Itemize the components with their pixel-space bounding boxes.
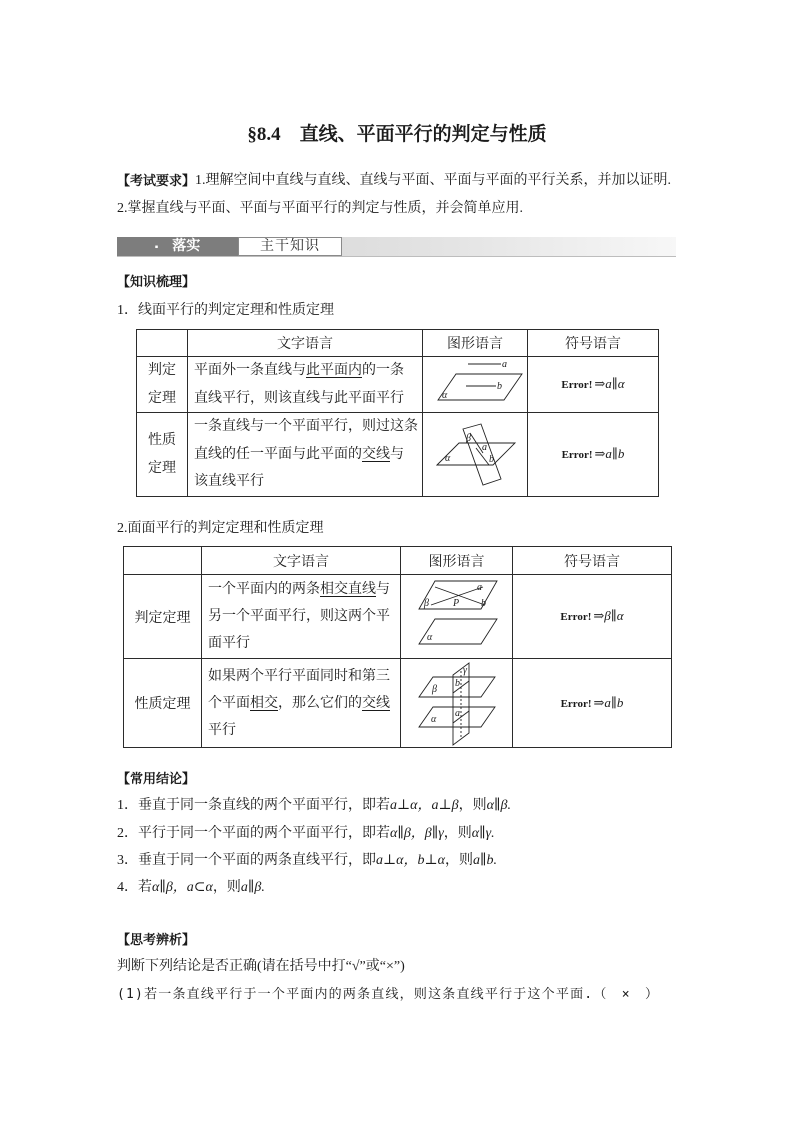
conclusions-heading: 【常用结论】 <box>117 771 196 786</box>
text-segment: 该直线平行 <box>194 474 264 490</box>
section-1-title: 1．线面平行的判定定理和性质定理 <box>117 303 334 318</box>
conclusion-math: α∥β，a⊂α <box>152 880 213 895</box>
label-a: a <box>477 582 482 593</box>
row-label-line: 性质 <box>148 433 176 448</box>
conclusion-text: 3．垂直于同一个平面的两条直线平行，即 <box>117 853 376 868</box>
row-label-line: 定理 <box>148 460 176 476</box>
requirements-label: 【考试要求】 <box>117 173 196 188</box>
text-language-cell <box>202 575 401 659</box>
text-segment: ，那么它们的 <box>278 695 362 711</box>
square-bullet-icon: ▪ <box>154 242 159 253</box>
judgement-answer: （ × ） <box>593 987 660 1002</box>
label-a: a <box>482 442 487 453</box>
label-a: a <box>455 708 460 719</box>
text-segment: 与 <box>390 446 404 462</box>
label-alpha: α <box>442 390 448 401</box>
conclusion-text: ，则 <box>443 826 472 841</box>
text-line <box>208 630 400 657</box>
row-label-line: 定理 <box>148 390 176 406</box>
underlined-keyword: 此平面内 <box>306 363 362 378</box>
text-language-cell <box>188 413 423 497</box>
conclusion-math: α∥β. <box>486 798 511 813</box>
text-line <box>194 441 422 469</box>
error-text: Error! <box>561 449 593 461</box>
plane-plane-table <box>123 546 672 748</box>
row-label-line: 判定 <box>148 363 176 378</box>
text-line <box>194 385 422 413</box>
text-segment: 平面外一条直线与 <box>194 363 306 378</box>
symbol-expression: ⇒a∥b <box>594 446 625 461</box>
section-banner <box>117 237 676 257</box>
row-label <box>137 357 188 413</box>
text-segment: 直线平行，则该直线与此平面平行 <box>194 390 404 406</box>
requirement-item-2: 2.掌握直线与平面、平面与平面平行的判定与性质，并会简单应用. <box>117 201 523 216</box>
conclusion-math: a⊥α，b⊥α <box>376 853 446 868</box>
text-language-cell <box>188 357 423 413</box>
text-segment: 与 <box>376 582 390 597</box>
header-symbol-language: 符号语言 <box>528 330 659 357</box>
symbol-expression: ⇒β∥α <box>593 608 624 623</box>
text-segment: 一个平面内的两条 <box>208 582 320 597</box>
text-line <box>208 576 400 603</box>
text-line <box>194 357 422 385</box>
judgement-text: (1)若一条直线平行于一个平面内的两条直线，则这条直线平行于这个平面. <box>117 987 594 1002</box>
conclusion-math: a∥b. <box>473 853 497 868</box>
table-row <box>137 357 659 413</box>
plane-alpha <box>438 374 522 400</box>
conclusion-item <box>117 824 495 844</box>
label-beta: β <box>466 433 471 444</box>
label-b: b <box>497 381 502 392</box>
requirement-item-1: 1.理解空间中直线与直线、直线与平面、平面与平面的平行关系，并加以证明. <box>195 173 671 188</box>
table-header-row <box>137 330 659 357</box>
error-text: Error! <box>560 611 592 623</box>
symbol-language-cell <box>528 413 659 497</box>
symbol-language-cell <box>513 575 672 659</box>
text-line <box>208 663 400 690</box>
underlined-keyword: 交线 <box>362 695 390 711</box>
error-text: Error! <box>560 697 592 710</box>
text-segment: 平行 <box>208 722 236 738</box>
underlined-keyword: 相交直线 <box>320 582 376 597</box>
intersecting-planes-figure <box>423 413 528 496</box>
row-label: 性质定理 <box>124 659 202 748</box>
figure-cell <box>401 575 513 659</box>
conclusion-text: ，则 <box>445 853 474 868</box>
banner-title: 主干知识 <box>238 237 342 256</box>
underlined-keyword: 交线 <box>362 446 390 462</box>
text-segment: 直线的任一平面与此平面的 <box>194 446 362 462</box>
figure-cell <box>401 659 513 748</box>
header-text-language: 文字语言 <box>202 547 401 575</box>
text-line <box>194 468 422 496</box>
symbol-language-cell <box>528 357 659 413</box>
text-language-cell <box>202 659 401 748</box>
conclusion-item <box>117 796 511 816</box>
table-row <box>124 659 672 748</box>
figure-cell <box>423 357 528 413</box>
text-line <box>208 717 400 744</box>
row-label <box>137 413 188 497</box>
section-2-title: 2.面面平行的判定定理和性质定理 <box>117 521 324 536</box>
label-b: b <box>489 454 494 465</box>
table-row <box>124 575 672 659</box>
text-segment: 面平行 <box>208 636 250 651</box>
parallel-planes-criterion-figure <box>401 575 513 658</box>
conclusion-math: a∥β. <box>240 880 265 895</box>
label-alpha: α <box>445 453 451 464</box>
text-segment: 的一条 <box>362 363 404 378</box>
parallel-planes-property-figure <box>401 659 513 747</box>
symbol-expression: ⇒a∥b <box>593 694 624 710</box>
label-gamma: γ <box>463 665 467 676</box>
label-beta: β <box>432 684 437 695</box>
table-row <box>137 413 659 497</box>
line-parallel-plane-figure <box>423 357 528 412</box>
header-figure-language: 图形语言 <box>401 547 513 575</box>
conclusion-math: α∥γ. <box>471 826 495 841</box>
label-p: P <box>453 598 460 609</box>
label-b: b <box>481 598 486 609</box>
conclusion-text: ，则 <box>458 798 487 813</box>
label-alpha: α <box>427 632 433 643</box>
row-label: 判定定理 <box>124 575 202 659</box>
conclusion-text: ，则 <box>212 880 241 895</box>
text-segment: 另一个平面平行，则这两个平 <box>208 609 390 624</box>
conclusion-math: a⊥α，a⊥β <box>390 798 459 813</box>
conclusion-item <box>117 878 265 898</box>
text-line <box>194 413 422 441</box>
discussion-instruction: 判断下列结论是否正确(请在括号中打“√”或“×”) <box>117 959 405 974</box>
header-figure-language: 图形语言 <box>423 330 528 357</box>
text-segment: 一条直线与一个平面平行，则过这条 <box>194 419 418 435</box>
figure-cell <box>423 413 528 497</box>
conclusion-text: 4．若 <box>117 880 152 895</box>
text-segment: 个平面 <box>208 695 250 711</box>
label-a: a <box>502 359 507 370</box>
knowledge-heading: 【知识梳理】 <box>117 274 196 289</box>
header-symbol-language: 符号语言 <box>513 547 672 575</box>
label-beta: β <box>424 598 429 609</box>
header-text-language: 文字语言 <box>188 330 423 357</box>
line-plane-table <box>136 329 659 497</box>
conclusion-item <box>117 851 497 871</box>
label-alpha: α <box>431 714 437 725</box>
judgement-item <box>117 985 659 1005</box>
underlined-keyword: 相交 <box>250 695 278 711</box>
header-empty-cell <box>124 547 202 575</box>
table-header-row <box>124 547 672 575</box>
header-empty-cell <box>137 330 188 357</box>
banner-tag-label: 落实 <box>172 239 201 254</box>
label-b: b <box>455 678 460 689</box>
conclusion-text: 1．垂直于同一条直线的两个平面平行，即若 <box>117 798 390 813</box>
conclusion-text: 2．平行于同一个平面的两个平面平行，即若 <box>117 826 390 841</box>
error-text: Error! <box>561 379 593 391</box>
symbol-language-cell <box>513 659 672 748</box>
conclusion-math: α∥β，β∥γ <box>390 826 444 841</box>
banner-tag <box>117 237 238 256</box>
symbol-expression: ⇒a∥α <box>594 376 625 391</box>
text-segment: 如果两个平行平面同时和第三 <box>208 668 390 684</box>
discussion-heading: 【思考辨析】 <box>117 932 196 947</box>
page-title: §8.4 直线、平面平行的判定与性质 <box>247 124 547 145</box>
text-line <box>208 690 400 717</box>
text-line <box>208 603 400 630</box>
